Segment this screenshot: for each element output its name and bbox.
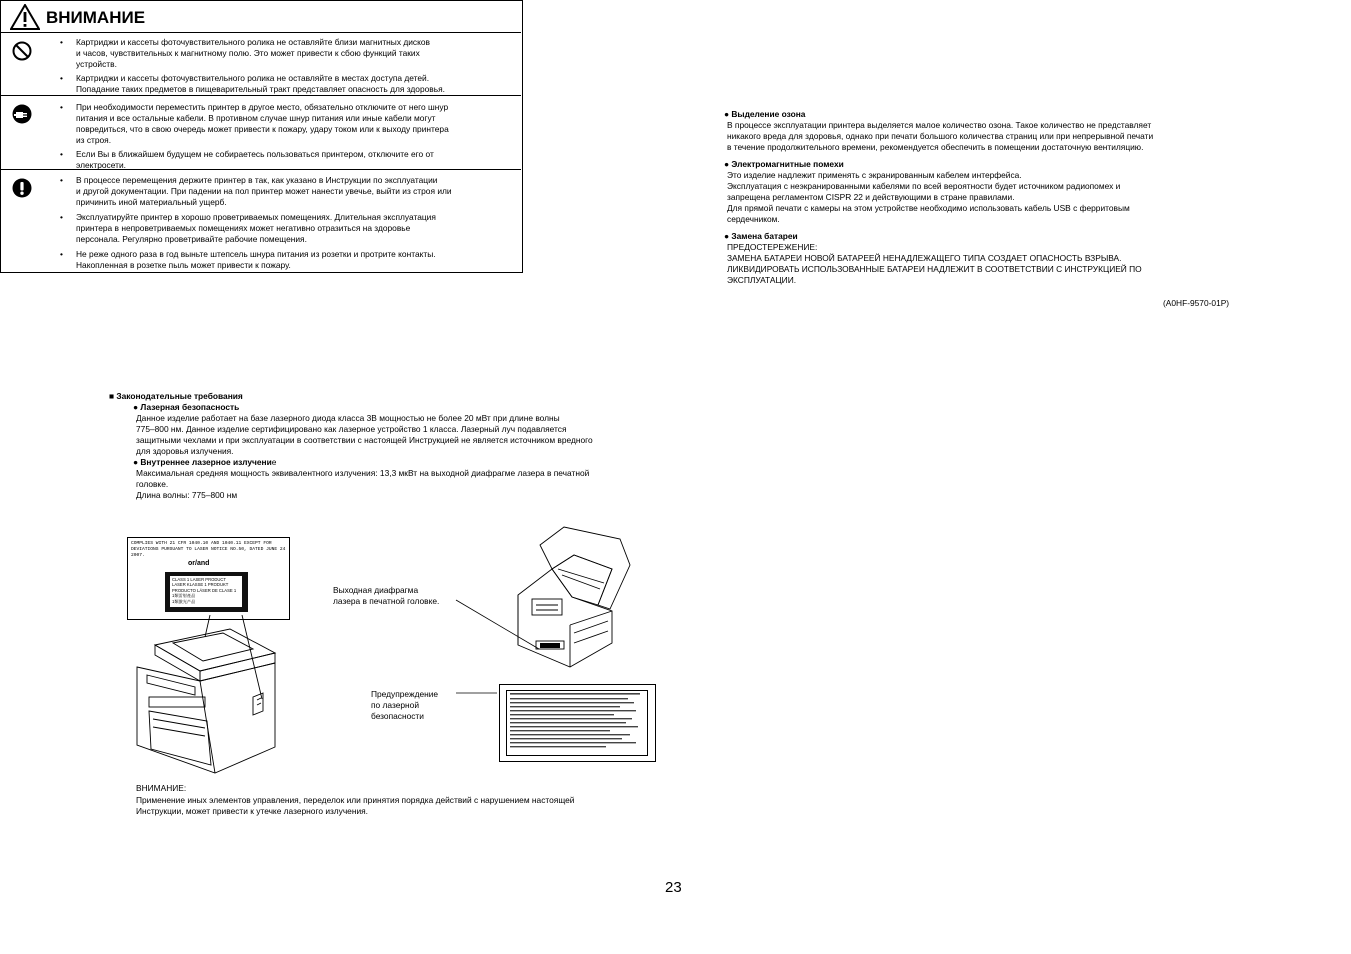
caution-row-unplug: • При необходимости переместить принтер в другое место, обязательно отключите от него шнур питания и все остальные кабели. В противном случае шнур питания или иные кабели могут повредиться, что в свою очередь может привести к пожару, удару током или к выходу принтера из строя. • Если Вы в ближайшем будущем не собираетесь пользоваться принтером, отключите его от электросети.	[0, 96, 521, 170]
laser-safety-text: Данное изделие работает на базе лазерного диода класса 3B мощностью не более 20 мВт при длине волны 775–800 нм. Данное изделие сертифицировано как лазерное устройство 1 класса. Лазерный луч подавляется защитными чехлами и при эксплуатации в соответствии с настоящей Инструкцией не является источником вредного для здоровья излучения.	[136, 413, 593, 456]
aperture-caption: Выходная диафрагма лазера в печатной головке.	[333, 585, 440, 606]
exclamation-icon	[12, 178, 32, 198]
prohibition-icon	[12, 41, 32, 61]
notice-text: Применение иных элементов управления, переделок или принятия порядка действий с нарушением настоящей Инструкции, может привести к утечке лазерного излучения.	[136, 795, 575, 816]
caution-header	[0, 0, 521, 33]
page-number: 23	[665, 879, 682, 896]
compliance-label-image: COMPLIES WITH 21 CFR 1040.10 AND 1040.11 EXCEPT FOR DEVIATIONS PURSUANT TO LASER NOTICE NO.50, DATED JUNE 24 2007. or/and CLASS 1 LASER PRODUCT LASER KLASSE 1 PRODUKT PRODUCTO LÁSER DE CLASE 1 1類雷射產品 1類激光产品	[127, 537, 290, 620]
printer-closed-illustration	[135, 615, 280, 775]
laser-warning-label-image	[499, 684, 656, 762]
internal-radiation-text: Максимальная средняя мощность эквивалентного излучения: 13,3 мкВт на выходной диафрагме лазера в печатной головке. Длина волны: 775–800 нм	[136, 468, 590, 500]
caution-row-exclamation: • В процессе перемещения держите принтер в так, как указано в Инструкции по эксплуатации и другой документации. При падении на пол принтер может нанести увечье, выйти из строя или причинить иной материальный ущерб. • Эксплуатируйте принтер в хорошо проветриваемых помещениях. Длительная эксплуатация принтера в непроветриваемых помещениях может негативно отразиться на здоровье персонала. Регулярно проветривайте рабочие помещения. • Не реже одного раза в год выньте штепсель шнура питания из розетки и протрите контакты. Накопленная в розетке пыль может привести к пожару.	[0, 170, 521, 271]
caution-row-prohibition: • Картриджи и кассеты фоточувствительного ролика не оставляйте близи магнитных дисков и часов, чувствительных к магнитному полю. Это может привести к сбою функций таких устройств. • Картриджи и кассеты фоточувствительного ролика не оставляйте в местах доступа детей. Попадание таких предметов в пищеварительный тракт представляет опасность для здоровья.	[0, 33, 521, 96]
warning-label-text-lines	[510, 693, 642, 751]
document-code: (A0HF-9570-01P)	[1163, 298, 1230, 308]
emi-text: Это изделие надлежит применять с экранированным кабелем интерфейса. Эксплуатация с неэкранированными кабелями по всей вероятности будет источником радиопомех и запрещена регламентом CISPR 22 и действующими в стране правилами. Для прямой печати с камеры на этом устройстве необходимо использовать кабель USB с ферритовым сердечником.	[727, 170, 1130, 224]
ozone-text: В процессе эксплуатации принтера выделяется малое количество озона. Такое количество не представляет никакого вреда для здоровья, однако при печати большого количества страниц или при непрерывной печати в течение продолжительного времени, рекомендуется обеспечить в помещении достаточную вентиляцию.	[727, 120, 1154, 152]
warning-triangle-icon	[10, 4, 40, 30]
unplug-icon	[12, 104, 32, 124]
internal-radiation-title: ● Внутреннее лазерное излучение	[133, 457, 277, 467]
legal-heading: ■ Законодательные требования	[109, 391, 243, 401]
class1-label: CLASS 1 LASER PRODUCT LASER KLASSE 1 PRODUKT PRODUCTO LÁSER DE CLASE 1 1類雷射產品 1類激光产品	[165, 572, 248, 612]
battery-text: ПРЕДОСТЕРЕЖЕНИЕ: ЗАМЕНА БАТАРЕИ НОВОЙ БАТАРЕЕЙ НЕНАДЛЕЖАЩЕГО ТИПА СОЗДАЕТ ОПАСНОСТЬ ВЗРЫВА. ЛИКВИДИРОВАТЬ ИСПОЛЬЗОВАННЫЕ БАТАРЕИ НАДЛЕЖИТ В СООТВЕТСТВИИ С ИНСТРУКЦИЕЙ ПО ЭКСПЛУАТАЦИИ.	[727, 242, 1142, 285]
laser-safety-title: ● Лазерная безопасность	[133, 402, 240, 412]
battery-title: ● Замена батареи	[724, 231, 798, 241]
ozone-title: ● Выделение озона	[724, 109, 806, 119]
emi-title: ● Электромагнитные помехи	[724, 159, 844, 169]
caution-title: ВНИМАНИЕ	[46, 8, 146, 27]
warning-label-caption: Предупреждение по лазерной безопасности	[371, 689, 439, 721]
notice-title: ВНИМАНИЕ:	[136, 783, 187, 793]
caution-box	[0, 0, 523, 273]
